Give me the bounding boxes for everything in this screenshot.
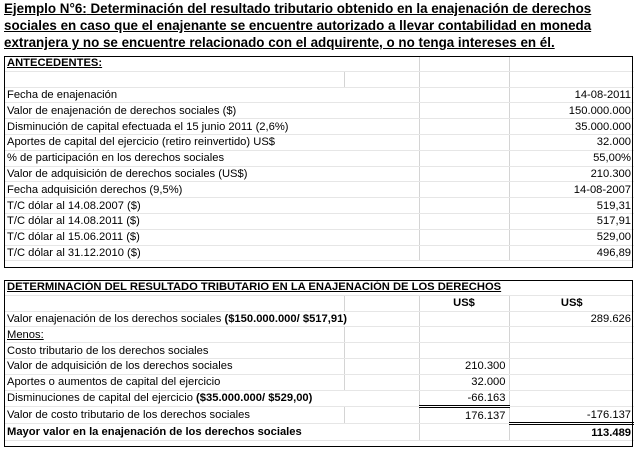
aportes-label: Aportes o aumentos de capital del ejercicio bbox=[4, 374, 344, 390]
disminuciones-label: Disminuciones de capital del ejercicio ($35.000.000/ $529,00) bbox=[4, 390, 419, 407]
valor-enajenacion-label: Valor enajenación de los derechos sociales ($150.000.000/ $517,91) bbox=[4, 311, 419, 327]
adquisicion-row bbox=[4, 358, 634, 374]
antecedentes-row-label: Valor de adquisición de derechos sociales (US$) bbox=[4, 166, 419, 182]
antecedentes-row-label: Disminución de capital efectuada el 15 junio 2011 (2,6%) bbox=[4, 119, 419, 135]
antecedentes-row bbox=[4, 87, 634, 103]
antecedentes-row bbox=[4, 229, 634, 245]
example-title-prefix: Ejemplo N°6: bbox=[4, 1, 87, 16]
antecedentes-row-label: Fecha de enajenación bbox=[4, 87, 419, 103]
costo-total-label: Valor de costo tributario de los derechos sociales bbox=[4, 407, 344, 424]
antecedentes-row bbox=[4, 103, 634, 119]
antecedentes-row bbox=[4, 182, 634, 198]
example-title-text: Determinación del resultado tributario obtenido en la enajenación de derechos sociales en caso que el enajenante se encuentre autorizado a llevar contabilidad en moneda extranjera y no se encuentre relacionado con el adquirente, o no tenga intereses en él. bbox=[4, 1, 592, 50]
menos-row bbox=[4, 327, 634, 343]
antecedentes-heading: ANTECEDENTES: bbox=[4, 56, 419, 71]
menos-label: Menos: bbox=[4, 327, 344, 343]
costo-total-value-1: 176.137 bbox=[419, 407, 509, 424]
antecedentes-row-label: T/C dólar al 31.12.2010 ($) bbox=[4, 245, 419, 261]
adquisicion-label: Valor de adquisición de los derechos sociales bbox=[4, 358, 344, 374]
blank-row bbox=[4, 71, 634, 87]
mayor-valor-row bbox=[4, 424, 634, 441]
antecedentes-row-label: Aportes de capital del ejercicio (retiro reinvertido) US$ bbox=[4, 134, 419, 150]
determinacion-table bbox=[4, 280, 634, 441]
costo-total-row bbox=[4, 407, 634, 424]
col2-header: US$ bbox=[509, 295, 634, 311]
antecedentes-row-label: T/C dólar al 15.06.2011 ($) bbox=[4, 229, 419, 245]
costo-label: Costo tributario de los derechos sociales bbox=[4, 343, 344, 359]
antecedentes-row bbox=[4, 119, 634, 135]
antecedentes-row-label: T/C dólar al 14.08.2007 ($) bbox=[4, 198, 419, 214]
determinacion-heading-row bbox=[4, 280, 634, 295]
costo-total-value-2: -176.137 bbox=[509, 407, 634, 424]
valor-enajenacion-value: 289.626 bbox=[509, 311, 634, 327]
antecedentes-row-value: 517,91 bbox=[509, 213, 634, 229]
determinacion-heading: DETERMINACIÓN DEL RESULTADO TRIBUTARIO EN LA ENAJENACIÓN DE LOS DERECHOS bbox=[4, 280, 634, 295]
mayor-valor-value: 113.489 bbox=[509, 424, 634, 441]
antecedentes-row bbox=[4, 150, 634, 166]
antecedentes-heading-row bbox=[4, 56, 634, 71]
antecedentes-row-label: % de participación en los derechos sociales bbox=[4, 150, 419, 166]
antecedentes-row-value: 32.000 bbox=[509, 134, 634, 150]
disminuciones-value: -66.163 bbox=[419, 390, 509, 407]
antecedentes-row-value: 496,89 bbox=[509, 245, 634, 261]
antecedentes-row-label: Valor de enajenación de derechos sociales ($) bbox=[4, 103, 419, 119]
aportes-value: 32.000 bbox=[419, 374, 509, 390]
antecedentes-row-value: 210.300 bbox=[509, 166, 634, 182]
antecedentes-row-value: 150.000.000 bbox=[509, 103, 634, 119]
antecedentes-row-label: Fecha adquisición derechos (9,5%) bbox=[4, 182, 419, 198]
antecedentes-table bbox=[4, 56, 634, 261]
antecedentes-row-label: T/C dólar al 14.08.2011 ($) bbox=[4, 213, 419, 229]
valor-enajenacion-row bbox=[4, 311, 634, 327]
costo-row bbox=[4, 343, 634, 359]
adquisicion-value: 210.300 bbox=[419, 358, 509, 374]
antecedentes-row-value: 14-08-2011 bbox=[509, 87, 634, 103]
mayor-valor-label: Mayor valor en la enajenación de los derechos sociales bbox=[4, 424, 419, 441]
antecedentes-row-value: 35.000.000 bbox=[509, 119, 634, 135]
antecedentes-rows bbox=[4, 87, 634, 261]
antecedentes-row bbox=[4, 245, 634, 261]
col1-header: US$ bbox=[419, 295, 509, 311]
antecedentes-row bbox=[4, 134, 634, 150]
antecedentes-row bbox=[4, 198, 634, 214]
aportes-row bbox=[4, 374, 634, 390]
disminuciones-row bbox=[4, 390, 634, 407]
antecedentes-row-value: 519,31 bbox=[509, 198, 634, 214]
antecedentes-row bbox=[4, 166, 634, 182]
antecedentes-row-value: 529,00 bbox=[509, 229, 634, 245]
currency-header-row bbox=[4, 295, 634, 311]
antecedentes-row-value: 55,00% bbox=[509, 150, 634, 166]
antecedentes-row-value: 14-08-2007 bbox=[509, 182, 634, 198]
example-title bbox=[4, 0, 634, 51]
antecedentes-row bbox=[4, 213, 634, 229]
